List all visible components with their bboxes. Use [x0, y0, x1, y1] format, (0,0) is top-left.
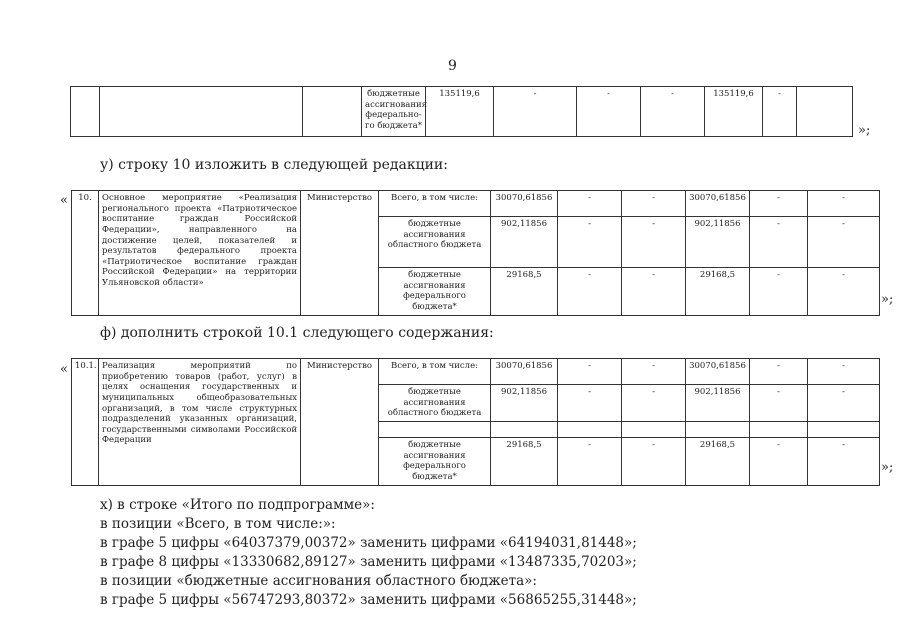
value-cell: 29168,5 — [491, 268, 558, 316]
value-cell: 30070,61856 — [491, 359, 558, 385]
page-number: 9 — [448, 58, 457, 74]
table-cell — [100, 87, 303, 137]
text-line: в позиции «Всего, в том числе:»: — [100, 516, 336, 532]
closing-quote: »; — [881, 292, 894, 307]
value-cell: - — [641, 87, 705, 137]
value-cell: 902,11856 — [491, 385, 558, 422]
row-number: 10. — [72, 191, 99, 316]
value-cell: - — [750, 268, 808, 316]
value-cell: - — [808, 268, 880, 316]
paragraph-f: ф) дополнить строкой 10.1 следующего содержания: — [100, 325, 494, 341]
value-cell: - — [622, 191, 686, 217]
value-cell: 29168,5 — [491, 438, 558, 486]
table-cell — [71, 87, 100, 137]
value-cell: 135119,6 — [705, 87, 763, 137]
value-cell: - — [577, 87, 641, 137]
value-cell: - — [763, 87, 797, 137]
value-cell: - — [808, 191, 880, 217]
value-cell: - — [808, 438, 880, 486]
value-cell: - — [494, 87, 577, 137]
text-line: в позиции «бюджетные ассигнования областного бюджета»: — [100, 573, 537, 589]
value-cell: - — [558, 217, 622, 268]
source-cell: бюджетные ассигнования федерально-го бюджета* — [362, 87, 426, 137]
value-cell: - — [750, 191, 808, 217]
row101-table — [71, 358, 880, 486]
value-cell: 135119,6 — [426, 87, 494, 137]
value-cell: - — [622, 217, 686, 268]
value-cell: 30070,61856 — [491, 191, 558, 217]
opening-quote: « — [60, 193, 68, 208]
value-cell: 29168,5 — [686, 438, 750, 486]
value-cell — [491, 422, 558, 438]
source-cell: бюджетные ассигнования областного бюджета — [379, 217, 491, 268]
value-cell: - — [750, 359, 808, 385]
activity-name: Реализация мероприятий по приобретению товаров (работ, услуг) в целях оснащения государственных и муниципальных общеобразовательных организаций, в том числе структурных подразделений указанных организаций, государственными символами Российской Федерации — [99, 359, 301, 486]
value-cell: - — [808, 385, 880, 422]
closing-quote: »; — [881, 460, 894, 475]
value-cell: 30070,61856 — [686, 191, 750, 217]
value-cell: 902,11856 — [686, 217, 750, 268]
value-cell — [686, 422, 750, 438]
table-cell — [303, 87, 362, 137]
source-cell: Всего, в том числе: — [379, 191, 491, 217]
paragraph-u: у) строку 10 изложить в следующей редакции: — [100, 157, 448, 173]
value-cell — [808, 422, 880, 438]
source-cell: бюджетные ассигнования областного бюджета — [379, 385, 491, 422]
value-cell: - — [558, 268, 622, 316]
value-cell — [622, 422, 686, 438]
value-cell: - — [622, 385, 686, 422]
executor: Министерство — [301, 191, 379, 316]
source-cell — [379, 422, 491, 438]
value-cell: - — [750, 385, 808, 422]
row-number: 10.1. — [72, 359, 99, 486]
activity-name: Основное мероприятие «Реализация регионального проекта «Патриотическое воспитание граждан Российской Федерации», направленного на достижение целей, показателей и результатов федерального проекта «Патриотическое воспитание граждан Российской Федерации» на территории Ульяновской области» — [99, 191, 301, 316]
value-cell: - — [808, 217, 880, 268]
value-cell: 902,11856 — [491, 217, 558, 268]
text-line: в графе 5 цифры «64037379,00372» заменить цифрами «64194031,81448»; — [100, 535, 637, 551]
value-cell: - — [558, 385, 622, 422]
top-table — [70, 86, 853, 137]
opening-quote: « — [60, 362, 68, 377]
value-cell: 29168,5 — [686, 268, 750, 316]
value-cell: - — [558, 438, 622, 486]
value-cell: - — [750, 217, 808, 268]
value-cell — [750, 422, 808, 438]
value-cell: - — [622, 438, 686, 486]
value-cell: - — [750, 438, 808, 486]
value-cell: - — [622, 268, 686, 316]
row10-table — [71, 190, 880, 316]
source-cell: Всего, в том числе: — [379, 359, 491, 385]
table-cell — [797, 87, 853, 137]
value-cell: 902,11856 — [686, 385, 750, 422]
source-cell: бюджетные ассигнования федерального бюджета* — [379, 438, 491, 486]
value-cell: - — [558, 359, 622, 385]
closing-quote: »; — [858, 123, 871, 138]
paragraph-kh: х) в строке «Итого по подпрограмме»: — [100, 497, 375, 513]
text-line: в графе 5 цифры «56747293,80372» заменить цифрами «56865255,31448»; — [100, 592, 637, 608]
value-cell: - — [558, 191, 622, 217]
text-line: в графе 8 цифры «13330682,89127» заменить цифрами «13487335,70203»; — [100, 554, 637, 570]
executor: Министерство — [301, 359, 379, 486]
value-cell: - — [808, 359, 880, 385]
value-cell — [558, 422, 622, 438]
value-cell: - — [622, 359, 686, 385]
value-cell: 30070,61856 — [686, 359, 750, 385]
source-cell: бюджетные ассигнования федерального бюджета* — [379, 268, 491, 316]
